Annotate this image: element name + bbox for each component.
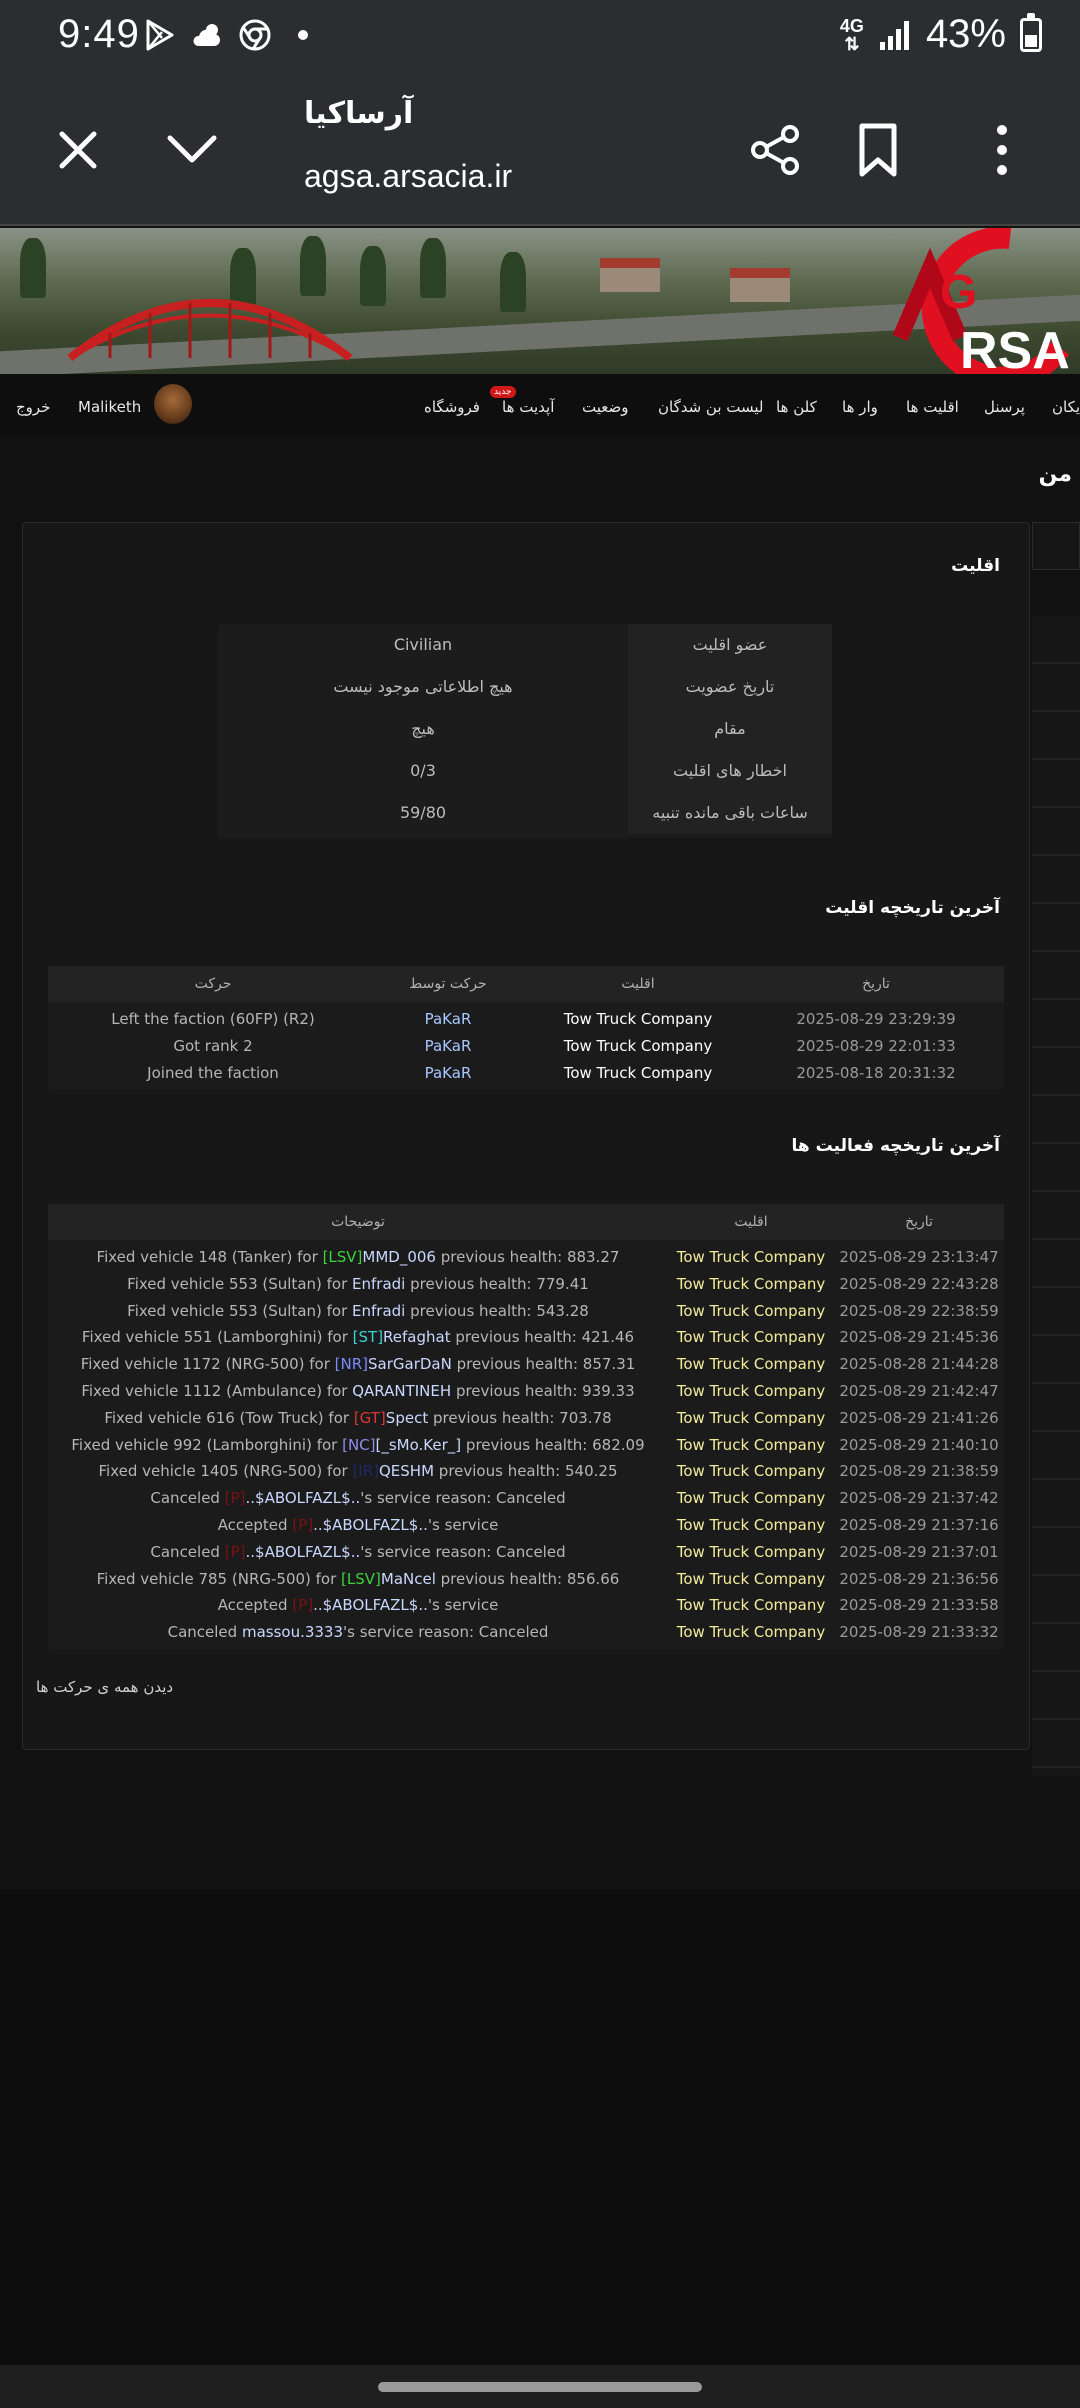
row-description (48, 1355, 668, 1373)
battery-icon (1020, 18, 1042, 52)
row-description (48, 1462, 668, 1480)
row-date: 2025-08-29 21:37:42 (839, 1489, 999, 1508)
row-date: 2025-08-29 23:29:39 (796, 1010, 956, 1028)
player-tag: [P] (224, 1489, 246, 1508)
row-faction[interactable]: Tow Truck Company (563, 1010, 713, 1028)
info-row (218, 666, 832, 708)
col-by: حرکت توسط (409, 976, 487, 992)
table-row (48, 1512, 1004, 1539)
weather-icon (190, 18, 224, 52)
play-store-icon (142, 18, 176, 52)
info-key: ساعات باقی مانده تنبیه (628, 792, 832, 834)
gesture-handle[interactable] (378, 2382, 702, 2392)
col-date: تاریخ (862, 976, 890, 992)
more-vertical-icon (992, 122, 1012, 178)
row-date: 2025-08-29 22:01:33 (796, 1037, 956, 1055)
desc-text: Canceled (167, 1623, 242, 1642)
faction-section-title: اقلیت (951, 556, 1000, 576)
row-description (48, 1516, 668, 1534)
avatar[interactable] (154, 384, 192, 424)
row-description (48, 1623, 668, 1641)
row-description (48, 1248, 668, 1266)
desc-text: previous health: 779.41 (405, 1274, 589, 1293)
chevron-down-icon (164, 130, 220, 170)
player-name[interactable]: ..$ABOLFAZL$.. (313, 1516, 428, 1534)
desc-text: Accepted (217, 1596, 293, 1615)
col-faction: اقلیت (734, 1214, 768, 1230)
info-row (218, 750, 832, 792)
player-tag: [P] (224, 1542, 246, 1561)
row-description (48, 1596, 668, 1614)
player-tag: [GT] (353, 1408, 386, 1427)
info-key: عضو اقلیت (628, 624, 832, 666)
table-row (48, 1432, 1004, 1459)
activity-history-table (48, 1204, 1004, 1650)
row-faction[interactable]: Tow Truck Company (676, 1301, 826, 1320)
desc-text: Fixed vehicle 148 (Tanker) for (96, 1248, 323, 1266)
nav-item-wars[interactable]: وار ها (842, 398, 878, 416)
history-header (48, 966, 1004, 1002)
row-date: 2025-08-29 21:45:36 (839, 1328, 999, 1347)
banner-tree (420, 238, 446, 298)
player-name[interactable]: QARANTINEH (352, 1382, 452, 1400)
table-row (48, 1271, 1004, 1298)
page-url[interactable]: agsa.arsacia.ir (304, 158, 513, 194)
table-row (48, 1244, 1004, 1271)
row-description (48, 1328, 668, 1346)
status-time: 9:49 (58, 12, 140, 56)
info-key: تاریخ عضویت (628, 666, 832, 708)
desc-text: Fixed vehicle 992 (Lamborghini) for (71, 1435, 343, 1454)
player-name[interactable]: ..$ABOLFAZL$.. (313, 1596, 428, 1615)
row-faction[interactable]: Tow Truck Company (676, 1489, 826, 1508)
banner-tree (20, 238, 46, 298)
table-row (48, 1060, 1004, 1087)
player-tag: [LSV] (341, 1569, 381, 1588)
history-section-title: آخرین تاریخچه اقلیت (825, 898, 1000, 918)
row-faction[interactable]: Tow Truck Company (676, 1462, 826, 1481)
row-faction[interactable]: Tow Truck Company (676, 1435, 826, 1454)
banner-bridge (60, 258, 360, 368)
info-row (218, 624, 832, 666)
col-faction: اقلیت (621, 976, 655, 992)
row-date: 2025-08-29 21:33:58 (839, 1596, 999, 1615)
desc-text: Fixed vehicle 1172 (NRG-500) for (80, 1355, 335, 1374)
network-type: 4G ⇅ (839, 15, 864, 54)
browser-toolbar (0, 72, 1080, 226)
row-date: 2025-08-29 21:40:10 (839, 1435, 999, 1454)
nav-item-shop[interactable]: فروشگاه (424, 398, 480, 416)
player-name[interactable]: QESHM (379, 1462, 435, 1481)
desc-text: Canceled (150, 1489, 225, 1508)
desc-text: previous health: 682.09 (461, 1435, 645, 1454)
page-background (0, 1890, 1080, 2365)
desc-text: previous health: 543.28 (405, 1301, 589, 1320)
row-action: Joined the faction (147, 1064, 279, 1082)
minimize-button[interactable] (156, 114, 228, 186)
row-faction[interactable]: Tow Truck Company (676, 1248, 826, 1266)
row-date: 2025-08-29 21:38:59 (839, 1462, 999, 1481)
row-date: 2025-08-29 21:36:56 (839, 1569, 999, 1588)
row-description (48, 1570, 668, 1588)
col-description: توضیحات (331, 1214, 385, 1230)
nav-item-clans[interactable]: کلن ها (776, 398, 817, 416)
table-row (48, 1539, 1004, 1566)
desc-text: 's service reason: Canceled (343, 1623, 549, 1642)
nav-item-status[interactable]: وضعیت (582, 398, 629, 416)
player-tag: [P] (292, 1596, 314, 1615)
row-by[interactable]: PaKaR (424, 1064, 472, 1082)
table-row (48, 1324, 1004, 1351)
row-description (48, 1302, 668, 1320)
player-name[interactable]: [_sMo.Ker_] (375, 1435, 462, 1454)
row-date: 2025-08-29 21:42:47 (839, 1382, 999, 1400)
activity-header (48, 1204, 1004, 1240)
table-row (48, 1405, 1004, 1432)
desc-text: 's service (427, 1596, 499, 1615)
player-tag: [P] (292, 1516, 314, 1534)
signal-icon (878, 18, 912, 52)
site-logo[interactable] (860, 228, 1080, 374)
desc-text: 's service reason: Canceled (360, 1489, 566, 1508)
row-faction[interactable]: Tow Truck Company (676, 1328, 826, 1347)
banner-tree (500, 252, 526, 312)
row-description (48, 1543, 668, 1561)
row-faction[interactable]: Tow Truck Company (676, 1569, 826, 1588)
desc-text: 's service reason: Canceled (360, 1542, 566, 1561)
col-date: تاریخ (905, 1214, 933, 1230)
info-key: اخطار های اقلیت (628, 750, 832, 792)
logout-link[interactable]: خروج (16, 398, 51, 416)
desc-text: Fixed vehicle 785 (NRG-500) for (96, 1569, 342, 1588)
table-row (48, 1351, 1004, 1378)
row-date: 2025-08-29 21:41:26 (839, 1408, 999, 1427)
row-description (48, 1409, 668, 1427)
site-banner (0, 228, 1080, 374)
chrome-icon (238, 18, 272, 52)
player-name[interactable]: Enfradi (352, 1301, 406, 1320)
row-by[interactable]: PaKaR (424, 1037, 472, 1055)
bookmark-button[interactable] (842, 114, 914, 186)
notification-icons (142, 18, 320, 52)
table-row (48, 1378, 1004, 1405)
row-date: 2025-08-29 21:37:01 (839, 1542, 999, 1561)
faction-info-table (218, 624, 832, 838)
info-value: 0/3 (410, 761, 436, 780)
row-description (48, 1489, 668, 1507)
row-date: 2025-08-29 21:33:32 (839, 1623, 999, 1642)
row-faction[interactable]: Tow Truck Company (563, 1064, 713, 1082)
player-name[interactable]: massou.3333 (241, 1623, 344, 1642)
desc-text: previous health: 939.33 (451, 1382, 635, 1400)
info-value: Civilian (393, 635, 453, 654)
desc-text: previous health: 856.66 (435, 1569, 620, 1588)
nav-item-units[interactable]: یکان (1052, 398, 1080, 416)
row-faction[interactable]: Tow Truck Company (676, 1516, 826, 1534)
player-name[interactable]: SarGarDaN (368, 1355, 452, 1374)
new-badge: جدید (490, 386, 516, 398)
share-button[interactable] (740, 114, 812, 186)
close-icon (54, 126, 102, 174)
desc-text: 's service (427, 1516, 499, 1534)
player-name[interactable]: ..$ABOLFAZL$.. (245, 1489, 361, 1508)
svg-text:G: G (940, 266, 978, 319)
row-action: Left the faction (60FP) (R2) (111, 1010, 315, 1028)
row-faction[interactable]: Tow Truck Company (676, 1274, 826, 1293)
player-name[interactable]: Enfradi (352, 1274, 406, 1293)
player-name[interactable]: Refaghat (383, 1328, 451, 1347)
status-bar (0, 0, 1080, 72)
desc-text: Fixed vehicle 553 (Sultan) for (127, 1274, 353, 1293)
desc-text: Fixed vehicle 551 (Lamborghini) for (81, 1328, 353, 1347)
player-tag: [NC] (342, 1435, 376, 1454)
desc-text: previous health: 703.78 (428, 1408, 612, 1427)
row-date: 2025-08-29 22:43:28 (839, 1274, 999, 1293)
player-name[interactable]: ..$ABOLFAZL$.. (245, 1542, 361, 1561)
table-row (48, 1619, 1004, 1646)
row-date: 2025-08-29 22:38:59 (839, 1301, 999, 1320)
row-date: 2025-08-29 23:13:47 (839, 1248, 999, 1266)
row-description (48, 1382, 668, 1400)
activity-section-title: آخرین تاریخچه فعالیت ها (791, 1136, 1000, 1156)
more-menu-button[interactable] (966, 114, 1038, 186)
info-row (218, 792, 832, 834)
info-key: مقام (628, 708, 832, 750)
close-tab-button[interactable] (42, 114, 114, 186)
row-action: Got rank 2 (173, 1037, 253, 1055)
desc-text: previous health: 540.25 (434, 1462, 618, 1481)
player-name[interactable]: MaNcel (380, 1569, 436, 1588)
row-faction[interactable]: Tow Truck Company (563, 1037, 713, 1055)
desc-text: previous health: 883.27 (435, 1248, 620, 1266)
row-faction[interactable]: Tow Truck Company (676, 1596, 826, 1615)
nav-item-updates[interactable]: آپدیت ها (502, 398, 555, 416)
table-row (48, 1033, 1004, 1060)
desc-text: Accepted (217, 1516, 293, 1534)
banner-house (730, 276, 790, 302)
table-row (48, 1485, 1004, 1512)
desc-text: Fixed vehicle 616 (Tow Truck) for (104, 1408, 354, 1427)
info-value: هیچ اطلاعاتی موجود نیست (333, 677, 513, 696)
nav-item-banned-list[interactable]: لیست بن شدگان (658, 398, 764, 416)
banner-tree (360, 246, 386, 306)
player-tag: [LSV] (322, 1248, 363, 1266)
nav-item-personnel[interactable]: پرسنل (984, 398, 1025, 416)
table-row (48, 1298, 1004, 1325)
system-status (840, 12, 1042, 57)
row-date: 2025-08-18 20:31:32 (796, 1064, 956, 1082)
banner-roof (730, 268, 790, 278)
nav-user-name[interactable]: Maliketh (78, 398, 142, 416)
player-tag: [NR] (334, 1355, 368, 1374)
faction-history-table (48, 966, 1004, 1090)
info-value: هیچ (411, 719, 435, 738)
desc-text: Canceled (150, 1542, 225, 1561)
info-value: 59/80 (399, 803, 447, 822)
side-tab[interactable] (1032, 522, 1080, 570)
arsacia-logo-icon (860, 228, 1080, 374)
desc-text: Fixed vehicle 553 (Sultan) for (127, 1301, 353, 1320)
table-row (48, 1566, 1004, 1593)
row-faction[interactable]: Tow Truck Company (676, 1382, 826, 1400)
row-faction[interactable]: Tow Truck Company (676, 1355, 826, 1374)
dot-icon (286, 18, 320, 52)
row-date: 2025-08-29 21:37:16 (839, 1516, 999, 1534)
table-row (48, 1592, 1004, 1619)
player-name[interactable]: Spect (385, 1408, 429, 1427)
bookmark-icon (856, 122, 900, 178)
svg-text:RSA: RSA (960, 322, 1070, 374)
col-action: حرکت (194, 976, 232, 992)
info-row (218, 708, 832, 750)
desc-text: previous health: 857.31 (451, 1355, 636, 1374)
table-row (48, 1006, 1004, 1033)
nav-item-factions[interactable]: اقلیت ها (906, 398, 959, 416)
side-menu-strip (1032, 616, 1080, 1776)
banner-house (600, 266, 660, 292)
desc-text: Fixed vehicle 1112 (Ambulance) for (81, 1382, 353, 1400)
player-name[interactable]: MMD_006 (362, 1248, 436, 1266)
page-heading: من (1038, 462, 1072, 487)
see-all-actions-link[interactable]: دیدن همه ی حرکت ها (36, 1678, 174, 1696)
table-row (48, 1458, 1004, 1485)
row-description (48, 1436, 668, 1454)
banner-roof (600, 258, 660, 268)
row-faction[interactable]: Tow Truck Company (676, 1623, 826, 1642)
row-date: 2025-08-28 21:44:28 (839, 1355, 999, 1374)
row-by[interactable]: PaKaR (424, 1010, 472, 1028)
share-icon (748, 122, 804, 178)
desc-text: previous health: 421.46 (450, 1328, 635, 1347)
player-tag: [ST] (352, 1328, 384, 1347)
desc-text: Fixed vehicle 1405 (NRG-500) for (98, 1462, 353, 1481)
row-faction[interactable]: Tow Truck Company (676, 1408, 826, 1427)
row-faction[interactable]: Tow Truck Company (676, 1542, 826, 1561)
battery-percent: 43% (925, 12, 1006, 56)
page-title: آرساکیا (304, 96, 414, 131)
player-tag: [IR] (352, 1462, 379, 1481)
row-description (48, 1275, 668, 1293)
